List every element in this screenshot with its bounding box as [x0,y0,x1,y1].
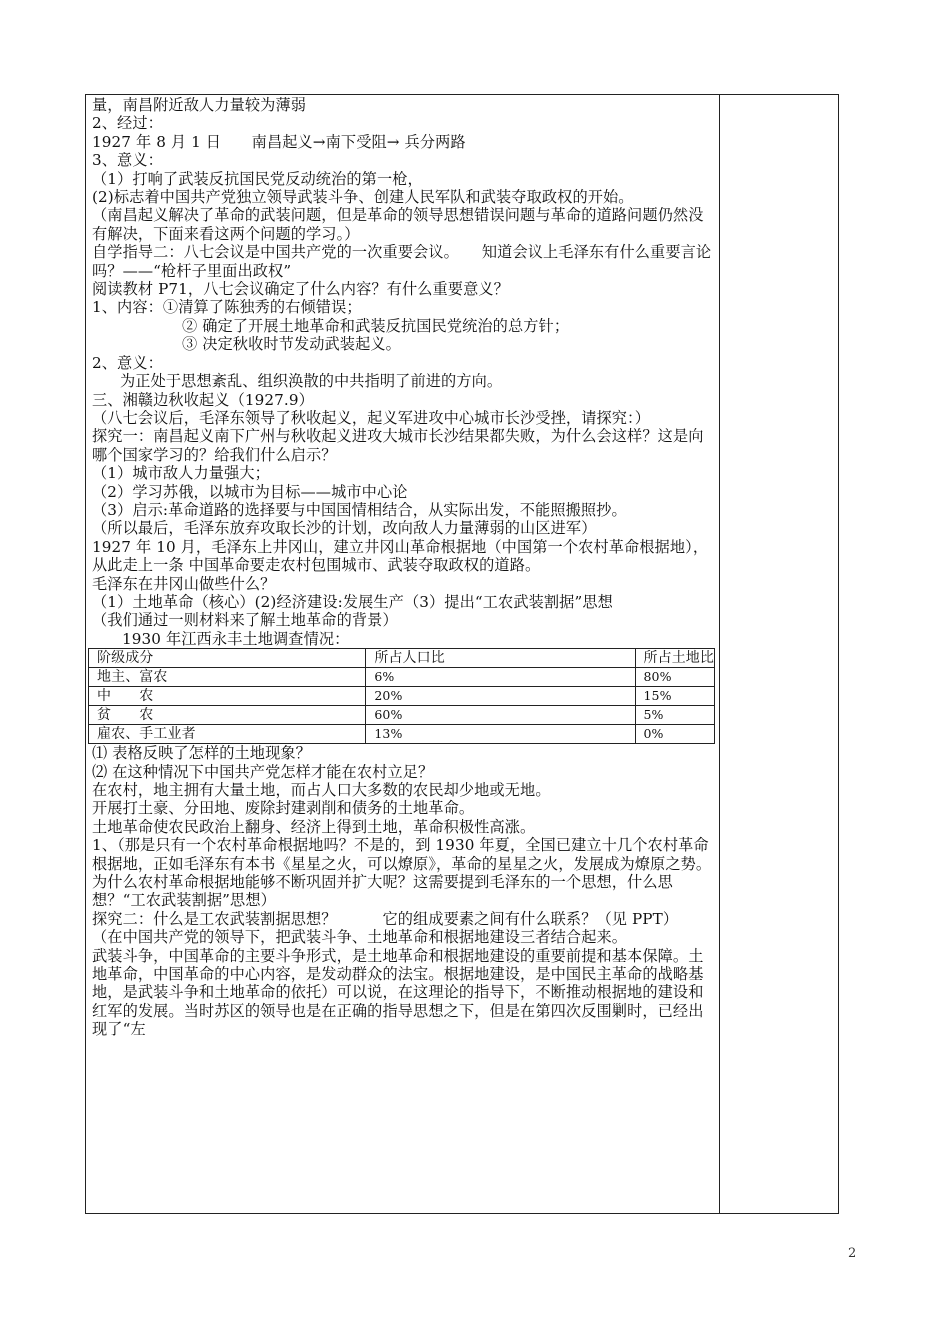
text-line: 开展打土豪、分田地、废除封建剥削和债务的土地革命。 [92,799,475,818]
text-line: 在农村，地主拥有大量土地，而占人口大多数的农民却少地或无地。 [92,781,551,799]
land-survey-table [88,648,715,744]
table-cell: 60% [366,706,635,725]
text-line: （1）打响了武装反抗国民党反动统治的第一枪， [92,169,423,188]
table-row [89,706,715,725]
table-row [89,687,715,706]
table-header-cell: 阶级成分 [89,649,366,668]
text-line: ⑵ 在这种情况下中国共产党怎样才能在农村立足？ [92,762,434,781]
text-line: （3）启示:革命道路的选择要与中国国情相结合，从实际出发，不能照搬照抄。 [92,500,627,519]
text-line: 为正处于思想紊乱、组织涣散的中共指明了前进的方向。 [120,372,503,391]
text-line: 土地革命使农民政治上翻身、经济上得到土地，革命积极性高涨。 [92,817,536,836]
text-line: 探究一：南昌起义南下广州与秋收起义进攻大城市长沙结果都失败，为什么会这样？这是向哪个国家学习的？给我们什么启示？ [92,427,704,464]
content-item: ② 确定了开展土地革命和武装反抗国民党统治的总方针； [182,316,570,335]
text-line: (2)标志着中国共产党独立领导武装斗争、创建人民军队和武装夺取政权的开始。 [92,188,634,207]
text-line: （在中国共产党的领导下，把武装斗争、土地革命和根据地建设三者结合起来。 [92,928,628,947]
lesson-content [92,96,714,1039]
text-line: 自学指导二：八七会议是中国共产党的一次重要会议。 知道会议上毛泽东有什么重要言论吗？——“枪杆子里面出政权” [92,243,712,280]
text-line: 探究二：什么是工农武装割据思想？ 它的组成要素之间有什么联系？（见 PPT） [92,909,679,928]
table-cell: 0% [635,725,715,744]
text-line: 量，南昌附近敌人力量较为薄弱 [92,96,307,114]
text-line: 3、意义： [92,151,163,170]
text-line: 1927 年 8 月 1 日 南昌起义→南下受阻→ 兵分两路 [92,132,466,151]
text-line: 武装斗争，中国革命的主要斗争形式，是土地革命和根据地建设的重要前提和基本保障。土地革命，中国革命的中心内容，是发动群众的法宝。根据地建设，是中国民主革命的战略基地，是武装斗争和土地革命的依托）可以说，在这理论的指导下，不断推动根据地的建设和红军的发展。当时苏区的领导也是在正确的指导思想之下，但是在第四次反围剿时，已经出现了“左 [92,946,704,1039]
table-header-cell: 所占土地比 [635,649,715,668]
table-caption: 1930 年江西永丰土地调查情况： [122,629,350,648]
table-cell: 20% [366,687,635,706]
text-line: ⑴ 表格反映了怎样的土地现象？ [92,744,311,763]
content-item: ③ 决定秋收时节发动武装起义。 [182,335,401,354]
text-line: （所以最后，毛泽东放弃攻取长沙的计划，改向敌人力量薄弱的山区进军） [92,519,597,538]
text-line: 毛泽东在井冈山做些什么？ [92,574,276,593]
text-line: 2、经过： [92,114,163,133]
table-cell: 5% [635,706,715,725]
text-line: 1、内容：①清算了陈独秀的右倾错误； [92,298,362,317]
page-number: 2 [848,1246,857,1261]
table-cell: 雇农、手工业者 [89,725,366,744]
table-cell: 15% [635,687,715,706]
table-cell: 地主、富农 [89,668,366,687]
text-line: （八七会议后，毛泽东领导了秋收起义，起义军进攻中心城市长沙受挫，请探究：） [92,408,651,427]
text-line: 2、意义： [92,353,163,372]
text-line: （我们通过一则材料来了解土地革命的背景） [92,611,398,630]
table-cell: 中 农 [89,687,366,706]
text-line: （1）土地革命（核心）(2)经济建设:发展生产（3）提出“工农武装割据”思想 [92,592,613,611]
text-line: （2）学习苏俄，以城市为目标——城市中心论 [92,482,408,501]
section-heading: 三、湘赣边秋收起义（1927.9） [92,390,314,409]
table-header-cell: 所占人口比 [366,649,635,668]
table-cell: 13% [366,725,635,744]
table-cell: 80% [635,668,715,687]
text-line: （南昌起义解决了革命的武装问题，但是革命的领导思想错误问题与革命的道路问题仍然没有解决，下面来看这两个问题的学习。） [92,206,704,243]
text-line: 1927 年 10 月，毛泽东上井冈山，建立井冈山革命根据地（中国第一个农村革命根据地），从此走上一条 中国革命要走农村包围城市、武装夺取政权的道路。 [92,537,709,575]
table-row [89,668,715,687]
table-header-row [89,649,715,668]
text-line: （1）城市敌人力量强大； [92,464,270,483]
table-row [89,725,715,744]
table-cell: 贫 农 [89,706,366,725]
table-cell: 6% [366,668,635,687]
column-divider [719,94,720,1214]
text-line: 1、（那是只有一个农村革命根据地吗？不是的，到 1930 年夏，全国已建立十几个农村革命根据地，正如毛泽东有本书《星星之火，可以燎原》，革命的星星之火，发展成为燎原之势。为什么农村革命根据地能够不断巩固并扩大呢？这需要提到毛泽东的一个思想，什么思想？“工农武装割据”思想） [92,836,712,910]
text-line: 阅读教材 P71，八七会议确定了什么内容？有什么重要意义？ [92,280,509,299]
